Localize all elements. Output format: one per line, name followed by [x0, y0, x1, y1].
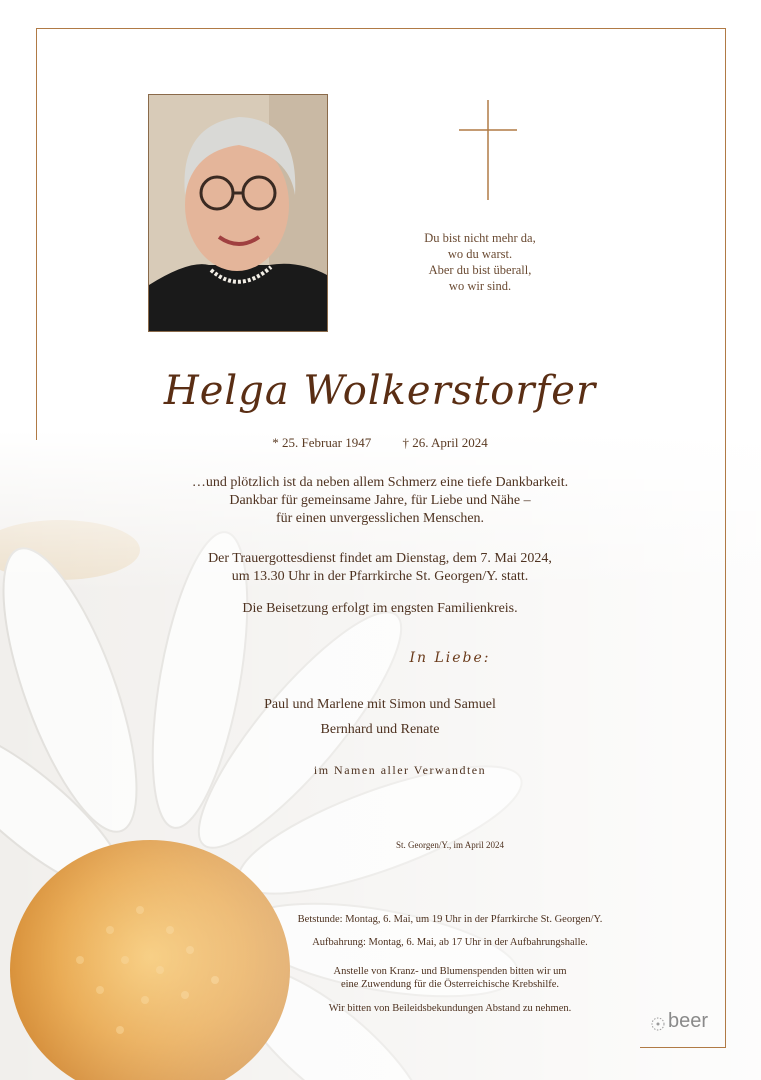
- message-text: [120, 474, 640, 528]
- brand-logo-text: beer: [668, 1010, 709, 1032]
- prayer-line: Betstunde: Montag, 6. Mai, um 19 Uhr in der Pfarrkirche St. Georgen/Y.: [297, 914, 603, 925]
- portrait-photo: [148, 94, 328, 332]
- deceased-name: Helga Wolkerstorfer: [163, 368, 597, 414]
- donation-line: Anstelle von Kranz- und Blumenspenden bitten wir um: [333, 966, 567, 977]
- message-line: für einen unvergesslichen Menschen.: [275, 511, 485, 526]
- poem: [380, 230, 580, 294]
- viewing-line: Aufbahrung: Montag, 6. Mai, ab 17 Uhr in der Aufbahrungshalle.: [312, 937, 588, 948]
- poem-line: Aber du bist überall,: [428, 263, 532, 277]
- place-date: St. Georgen/Y., im April 2024: [396, 840, 504, 850]
- donation-info: [230, 965, 670, 991]
- donation-line: eine Zuwendung für die Österreichische Krebshilfe.: [340, 979, 560, 990]
- condolence-line: Wir bitten von Beileidsbekundungen Abstand zu nehmen.: [328, 1003, 572, 1014]
- relatives-line: im Namen aller Verwandten: [313, 763, 487, 777]
- viewing-info: [230, 936, 670, 949]
- poem-line: Du bist nicht mehr da,: [424, 231, 536, 245]
- burial-line: Die Beisetzung erfolgt im engsten Familienkreis.: [242, 601, 518, 616]
- poem-line: wo du warst.: [447, 247, 513, 261]
- frame-line-right: [725, 28, 726, 1048]
- frame-line-left: [36, 28, 37, 440]
- family-line: Bernhard und Renate: [320, 722, 440, 737]
- service-text: [120, 550, 640, 586]
- message-line: …und plötzlich ist da neben allem Schmerz eine tiefe Dankbarkeit.: [191, 475, 569, 490]
- condolence-info: [230, 1002, 670, 1015]
- cross-icon: [459, 100, 517, 200]
- in-love-heading: In Liebe:: [409, 650, 491, 666]
- service-line: Der Trauergottesdienst findet am Dienstag, dem 7. Mai 2024,: [208, 551, 552, 566]
- message-line: Dankbar für gemeinsame Jahre, für Liebe und Nähe –: [229, 493, 531, 508]
- birth-date: * 25. Februar 1947: [272, 435, 372, 450]
- death-date: † 26. April 2024: [402, 435, 488, 450]
- prayer-info: [230, 913, 670, 926]
- family-line: Paul und Marlene mit Simon und Samuel: [264, 697, 496, 712]
- service-line: um 13.30 Uhr in der Pfarrkirche St. Georgen/Y. statt.: [231, 569, 529, 584]
- poem-line: wo wir sind.: [448, 279, 512, 293]
- frame-line-bottom: [640, 1047, 726, 1048]
- burial-text: [120, 600, 640, 618]
- frame-line-top: [36, 28, 726, 29]
- life-dates: [180, 435, 580, 451]
